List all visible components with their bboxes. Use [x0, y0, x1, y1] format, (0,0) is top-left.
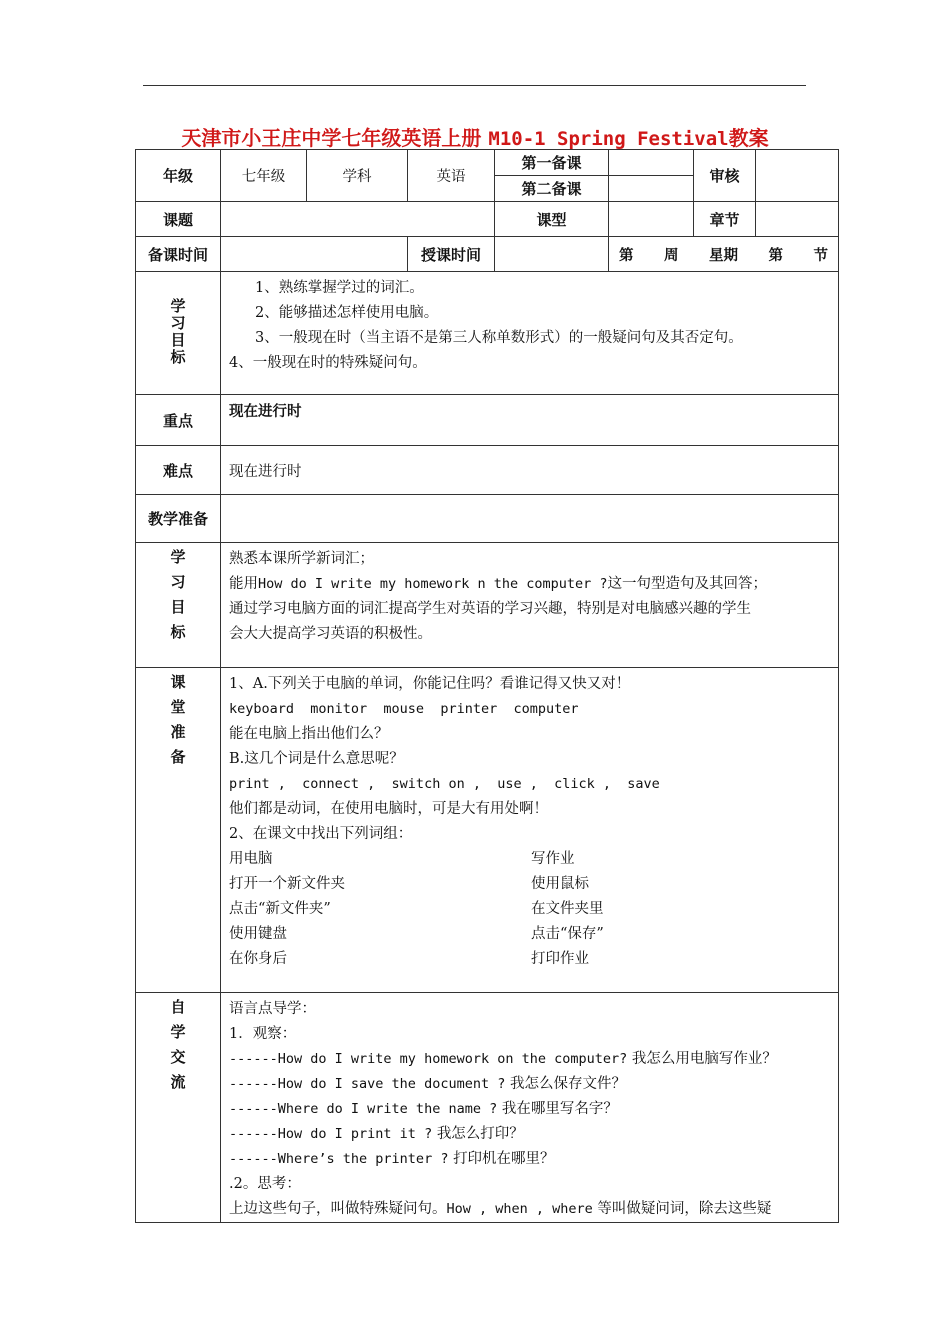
type-label: 课型 — [495, 202, 609, 237]
objective-line — [229, 572, 830, 597]
period-text: 第 — [768, 246, 783, 264]
objective-text: 能用 — [229, 576, 258, 592]
sentence-en: ------Where do I write the name ? — [229, 1101, 498, 1117]
vocab-list: keyboard monitor mouse printer computer — [229, 701, 579, 717]
week-schedule — [609, 237, 839, 272]
classroom-label-char: 准 — [170, 723, 186, 741]
sentence-en: ------How do I save the document ? — [229, 1076, 506, 1092]
self-study-label — [136, 993, 221, 1223]
phrase-cn: 在文件夹里 — [531, 901, 604, 917]
grade-value: 七年级 — [221, 150, 307, 202]
phrase-cn: 点击“保存” — [531, 926, 604, 942]
sentence-line — [229, 1047, 830, 1072]
classroom-note: 他们都是动词，在使用电脑时，可是大有用处啊！ — [229, 801, 548, 817]
goals-label — [136, 272, 221, 395]
title-code: M10-1 Spring Festival — [488, 128, 729, 150]
phrase-row — [229, 947, 830, 972]
phrase-cn: 点击“新文件夹” — [229, 901, 331, 917]
topic-cell — [221, 202, 495, 237]
week-text: 第 — [619, 246, 634, 264]
phrase-row — [229, 872, 830, 897]
period-unit: 节 — [813, 246, 828, 264]
phrase-cn: 打印作业 — [531, 951, 589, 967]
first-prep-label: 第一备课 — [495, 150, 609, 176]
difficulty-text: 现在进行时 — [221, 446, 839, 495]
phrase-cn: 使用键盘 — [229, 926, 287, 942]
classroom-question: 1、A.下列关于电脑的单词，你能记住吗？看谁记得又快又对！ — [229, 676, 631, 692]
subject-label: 学科 — [307, 150, 408, 202]
goals-label-char: 习 — [170, 314, 186, 332]
objectives-label-char: 习 — [170, 573, 186, 591]
self-study-label-char: 学 — [170, 1023, 186, 1041]
teaching-prep-cell — [221, 495, 839, 543]
self-study-label-char: 自 — [170, 998, 186, 1016]
classroom-question: B.这几个词是什么意思呢？ — [229, 751, 404, 767]
prep-time-cell — [221, 237, 408, 272]
chapter-cell — [756, 202, 839, 237]
sentence-line — [229, 1072, 830, 1097]
self-study-content — [221, 993, 839, 1223]
grade-label: 年级 — [136, 150, 221, 202]
classroom-label-char: 备 — [170, 748, 186, 766]
classroom-label — [136, 668, 221, 993]
second-prep-cell — [609, 176, 694, 202]
review-cell — [756, 150, 839, 202]
explanation-text: 等叫做疑问词，除去这些疑 — [597, 1201, 772, 1217]
goal-line: 3、一般现在时（当主语不是第三人称单数形式）的一般疑问句及其否定句。 — [255, 330, 743, 346]
phrase-cn: 写作业 — [531, 851, 575, 867]
weekday-text: 星期 — [709, 246, 738, 264]
second-prep-label: 第二备课 — [495, 176, 609, 202]
explanation-text: 上边这些句子，叫做特殊疑问句。 — [229, 1201, 447, 1217]
sentence-en: ------How do I print it ? — [229, 1126, 433, 1142]
lesson-plan-table — [135, 149, 839, 1223]
goals-label-char: 标 — [170, 348, 186, 366]
sentence-line — [229, 1147, 830, 1172]
title-prefix: 天津市小王庄中学七年级英语上册 — [181, 126, 482, 150]
sentence-en: ------How do I write my homework on the computer? — [229, 1051, 628, 1067]
header-rule — [143, 85, 806, 86]
sentence-line — [229, 1122, 830, 1147]
key-point-label: 重点 — [136, 395, 221, 446]
objective-text: 这一句型造句及其回答； — [607, 576, 767, 592]
sentence-cn: 我怎么打印？ — [436, 1126, 524, 1142]
teach-time-label: 授课时间 — [408, 237, 495, 272]
goal-line: 2、能够描述怎样使用电脑。 — [255, 305, 439, 321]
difficulty-label: 难点 — [136, 446, 221, 495]
sentence-cn: 打印机在哪里？ — [453, 1151, 555, 1167]
teach-time-cell — [495, 237, 609, 272]
classroom-label-char: 堂 — [170, 698, 186, 716]
verb-list: print , connect , switch on , use , click , save — [229, 776, 660, 792]
objective-code: How do I write my homework n the computer ? — [258, 576, 608, 592]
self-study-label-char: 流 — [170, 1073, 186, 1091]
teaching-prep-label: 教学准备 — [136, 495, 221, 543]
first-prep-cell — [609, 150, 694, 176]
key-point-text: 现在进行时 — [221, 395, 839, 446]
sentence-line — [229, 1097, 830, 1122]
review-label: 审核 — [694, 150, 756, 202]
prep-time-label: 备课时间 — [136, 237, 221, 272]
title-suffix: 教案 — [728, 126, 769, 150]
phrase-cn: 用电脑 — [229, 851, 273, 867]
objective-line: 会大大提高学习英语的积极性。 — [229, 626, 432, 642]
goal-line: 1、熟练掌握学过的词汇。 — [255, 280, 424, 296]
classroom-content — [221, 668, 839, 993]
sentence-cn: 我怎么用电脑写作业？ — [631, 1051, 777, 1067]
objectives-content — [221, 543, 839, 668]
classroom-label-char: 课 — [170, 673, 186, 691]
type-cell — [609, 202, 694, 237]
goals-content — [221, 272, 839, 395]
phrase-cn: 使用鼠标 — [531, 876, 589, 892]
chapter-label: 章节 — [694, 202, 756, 237]
sentence-en: ------Where’s the printer ? — [229, 1151, 449, 1167]
objectives-label-char: 学 — [170, 548, 186, 566]
document-title — [0, 122, 950, 151]
sentence-cn: 我怎么保存文件？ — [509, 1076, 626, 1092]
self-study-label-char: 交 — [170, 1048, 186, 1066]
self-study-intro: 语言点导学： — [229, 1001, 316, 1017]
phrase-row — [229, 922, 830, 947]
phrase-cn: 在你身后 — [229, 951, 287, 967]
phrase-row — [229, 897, 830, 922]
objectives-label — [136, 543, 221, 668]
explanation-code: How , when , where — [446, 1201, 593, 1217]
classroom-question: 2、在课文中找出下列词组： — [229, 826, 413, 842]
phrase-cn: 打开一个新文件夹 — [229, 876, 345, 892]
classroom-question: 能在电脑上指出他们么？ — [229, 726, 389, 742]
objectives-label-char: 标 — [170, 623, 186, 641]
objective-line: 通过学习电脑方面的词汇提高学生对英语的学习兴趣，特别是对电脑感兴趣的学生 — [229, 601, 751, 617]
topic-label: 课题 — [136, 202, 221, 237]
objective-line: 熟悉本课所学新词汇； — [229, 551, 374, 567]
think-heading: .2。思考： — [229, 1176, 301, 1192]
subject-value: 英语 — [408, 150, 495, 202]
sentence-cn: 我在哪里写名字？ — [501, 1101, 618, 1117]
phrase-row — [229, 847, 830, 872]
goals-label-char: 目 — [170, 331, 186, 349]
observe-heading: 1．观察： — [229, 1026, 297, 1042]
goals-label-char: 学 — [170, 297, 186, 315]
explanation-line — [229, 1197, 830, 1222]
goal-line: 4、一般现在时的特殊疑问句。 — [229, 355, 427, 371]
week-unit: 周 — [664, 246, 679, 264]
objectives-label-char: 目 — [170, 598, 186, 616]
